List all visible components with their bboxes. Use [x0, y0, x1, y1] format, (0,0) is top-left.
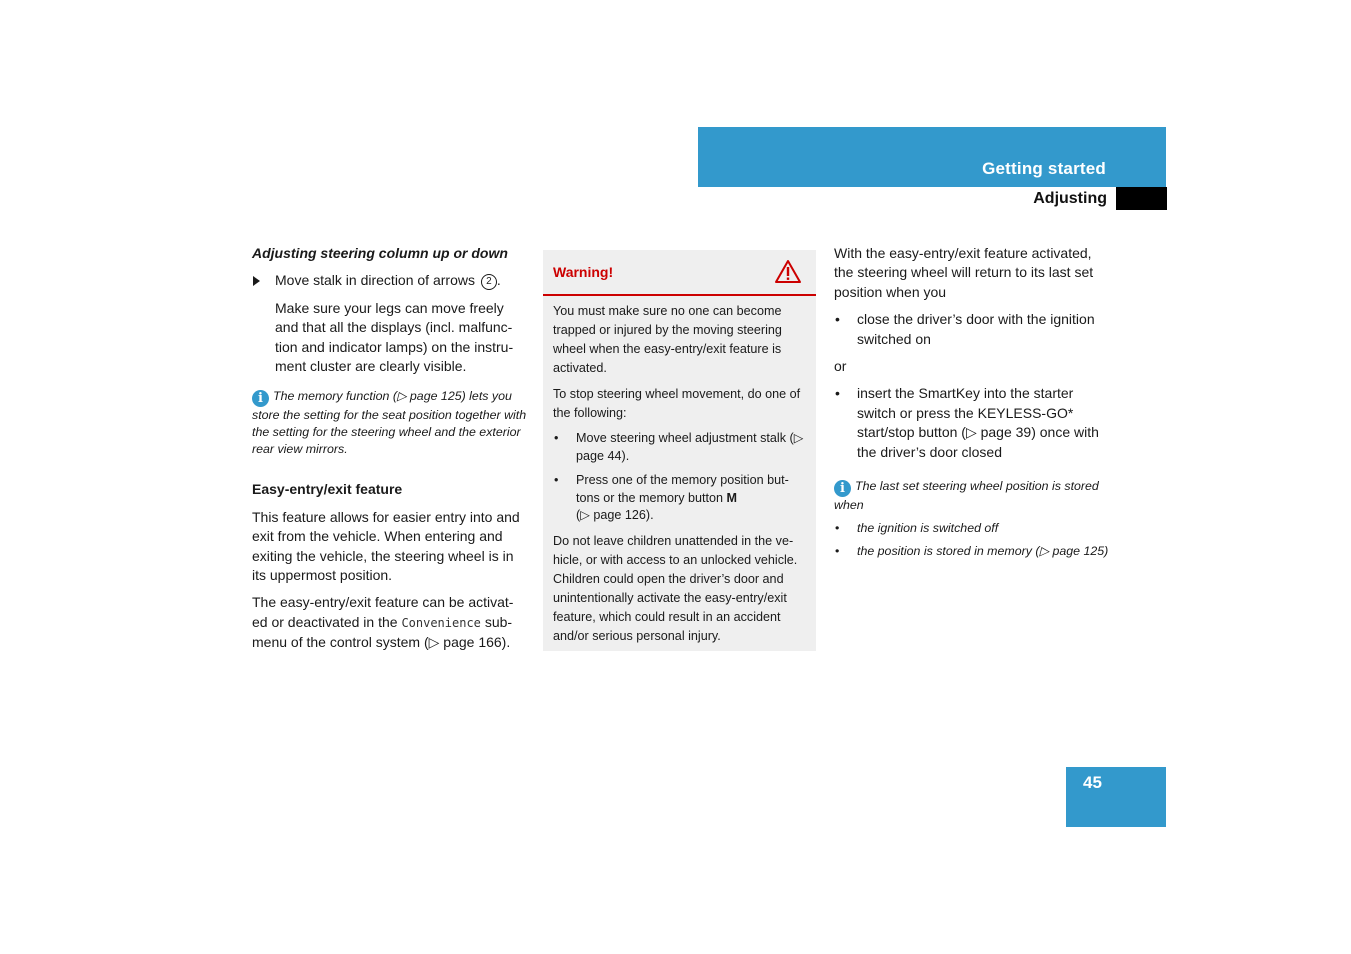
warning-triangle-icon [774, 259, 802, 284]
info-icon: i [834, 480, 851, 497]
right-column [834, 244, 1110, 568]
page-number-band [1066, 767, 1166, 827]
warning-bullet-1 [553, 430, 806, 465]
return-condition-2 [834, 384, 1110, 462]
warning-title: Warning! [553, 264, 614, 280]
return-intro: With the easy-entry/exit feature activated, the steering wheel will return to its last set position when you [834, 245, 1094, 300]
section-tab-marker [1116, 187, 1167, 210]
activation-text-after: sub-menu of the control system (▷ page 166). [252, 613, 513, 651]
step-arrow-icon [253, 276, 260, 286]
warning-body [543, 296, 816, 646]
step-text: Move stalk in direction of arrows [275, 272, 475, 289]
bullet-dot-icon: • [835, 311, 840, 328]
info-icon: i [252, 390, 269, 407]
info-bullet-1 [834, 520, 1110, 537]
warning-paragraph-1: You must make sure no one can become trapped or injured by the moving steering wheel when the easy-entry/exit feature is activated. [553, 304, 782, 375]
bullet-dot-icon: • [835, 544, 840, 559]
steering-column-heading: Adjusting steering column up or down [252, 245, 508, 261]
bullet-dot-icon: • [835, 385, 840, 402]
warning-header [543, 250, 816, 296]
header-band [698, 127, 1166, 187]
return-condition-1-text: close the driver’s door with the ignition switched on [857, 311, 1095, 347]
warning-bullet-2 [553, 472, 806, 525]
info-bullet-1-text: the ignition is switched off [857, 521, 999, 536]
step-trailing: . [496, 272, 501, 289]
info-note [252, 388, 528, 458]
section-title: Getting started [982, 159, 1106, 178]
convenience-menu-label: Convenience [401, 615, 481, 630]
memory-button-label: M [726, 490, 737, 505]
page-number: 45 [1083, 773, 1102, 792]
warning-bullet-2-text: Press one of the memory position but-tons or the memory button [576, 473, 789, 505]
left-column [252, 244, 528, 661]
warning-bullet-2-ref: (▷ page 126). [576, 508, 654, 522]
or-separator: or [834, 358, 847, 375]
info-note-position [834, 478, 1110, 514]
info-bullet-2 [834, 543, 1110, 560]
bullet-dot-icon: • [554, 473, 559, 487]
warning-paragraph-2: To stop steering wheel movement, do one of the following: [553, 387, 801, 420]
reference-number-badge: 2 [481, 274, 497, 290]
return-condition-1 [834, 310, 1110, 349]
info-bullet-2-text: the position is stored in memory (▷ page 125) [857, 544, 1109, 559]
instruction-step [252, 271, 528, 290]
return-condition-2-text: insert the SmartKey into the starter switch or press the KEYLESS-GO* start/stop button (▷ page 39) once with the driver’s door closed [857, 385, 1099, 460]
bullet-dot-icon: • [835, 521, 840, 536]
bullet-dot-icon: • [554, 431, 559, 445]
activation-paragraph [252, 593, 528, 652]
warning-bullet-1-text: Move steering wheel adjustment stalk (▷ page 44). [576, 431, 804, 463]
info-text: The memory function (▷ page 125) lets you store the setting for the seat position together with the setting for the steering wheel and the exterior rear view mirrors. [252, 389, 527, 457]
subsection-title: Adjusting [1033, 190, 1107, 207]
easy-entry-paragraph: This feature allows for easier entry into and exit from the vehicle. When entering and exiting the vehicle, the steering wheel is in its uppermost position. [252, 508, 520, 584]
easy-entry-heading: Easy-entry/exit feature [252, 481, 403, 498]
activation-text-before: The easy-entry/exit feature can be activat-ed or deactivated in the [252, 594, 514, 630]
info-position-text: The last set steering wheel position is stored when [834, 479, 1099, 513]
step-note: Make sure your legs can move freely and that all the displays (incl. malfunc-tion and indicator lamps) on the instru-ment cluster are clearly visible. [275, 299, 514, 375]
warning-box [543, 250, 816, 651]
warning-paragraph-3: Do not leave children unattended in the ve-hicle, or with access to an unlocked vehicle. Children could open the driver’s door and unintentionally activate the easy-entry/exit feature, which could result in an accident and/or serious personal injury. [553, 533, 798, 643]
